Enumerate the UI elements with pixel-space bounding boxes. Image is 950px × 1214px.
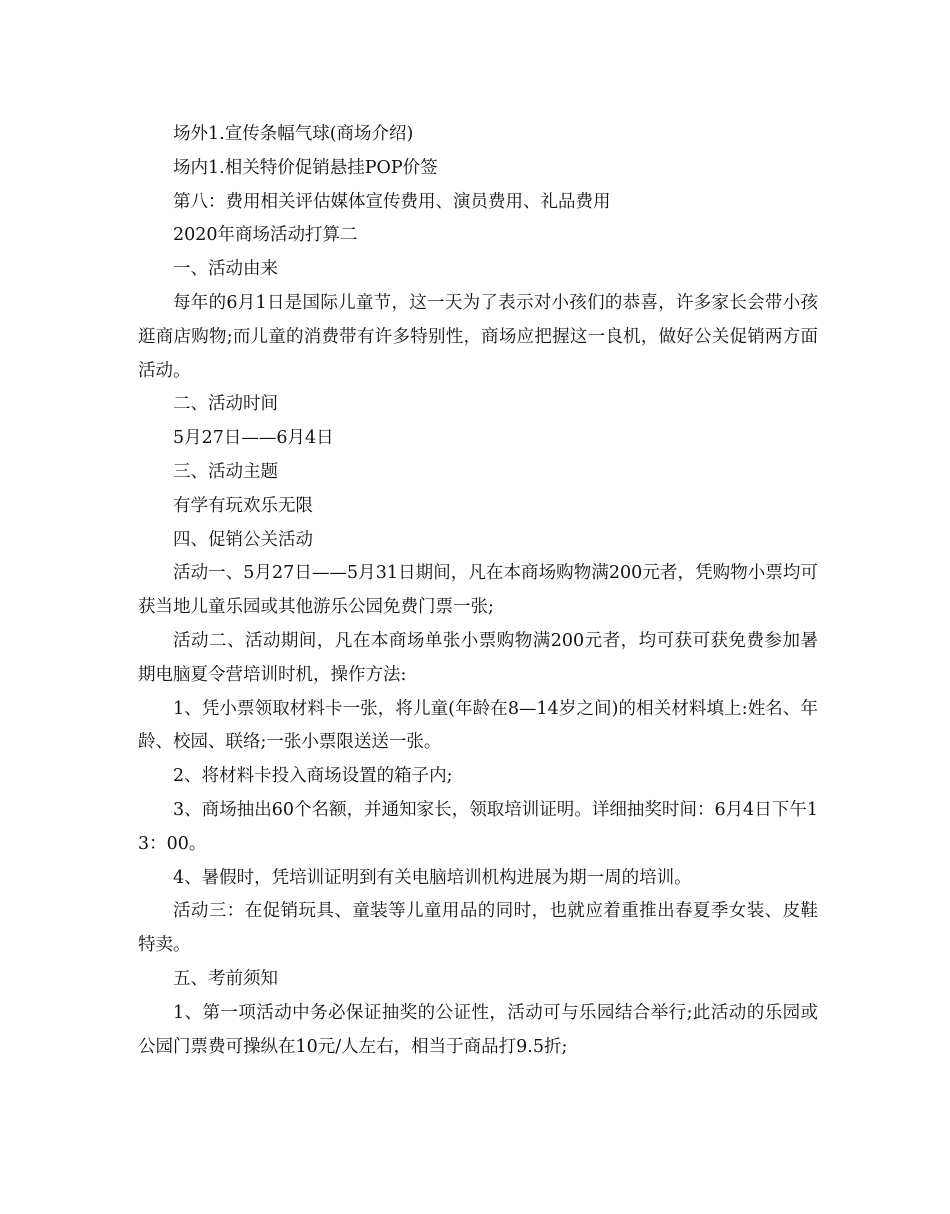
paragraph-indoor: 场内1.相关特价促销悬挂POP价签 (173, 157, 438, 178)
paragraph-step-two: 2、将材料卡投入商场设置的箱子内; (173, 766, 453, 787)
paragraph-theme: 有学有玩欢乐无限 (173, 495, 313, 516)
paragraph-note-one: 1、第一项活动中务必保证抽奖的公证性，活动可与乐园结合举行;此活动的乐园或公园门票费可操纵在10元/人左右，相当于商品打9.5折; (138, 1002, 818, 1057)
paragraph-origin: 每年的6月1日是国际儿童节，这一天为了表示对小孩们的恭喜，许多家长会带小孩逛商店购物;而儿童的消费带有许多特别性，商场应把握这一良机，做好公关促销两方面活动。 (138, 292, 818, 381)
paragraph-step-three: 3、商场抽出60个名额，并通知家长，领取培训证明。详细抽奖时间：6月4日下午13：00。 (138, 799, 818, 854)
paragraph-step-one: 1、凭小票领取材料卡一张，将儿童(年龄在8—14岁之间)的相关材料填上:姓名、年龄、校园、联络;一张小票限送送一张。 (138, 698, 818, 753)
section-title-plan-two: 2020年商场活动打算二 (173, 225, 358, 246)
paragraph-step-four: 4、暑假时，凭培训证明到有关电脑培训机构进展为期一周的培训。 (173, 867, 692, 888)
heading-activity-time: 二、活动时间 (173, 394, 278, 415)
heading-activity-theme: 三、活动主题 (173, 461, 278, 482)
paragraph-costs: 第八：费用相关评估媒体宣传费用、演员费用、礼品费用 (173, 191, 611, 212)
paragraph-activity-two: 活动二、活动期间，凡在本商场单张小票购物满200元者，均可获可获免费参加暑期电脑夏令营培训时机，操作方法: (138, 630, 818, 685)
heading-notes: 五、考前须知 (173, 968, 278, 989)
paragraph-outdoor: 场外1.宣传条幅气球(商场介绍) (173, 124, 414, 144)
paragraph-time: 5月27日——6月4日 (173, 428, 334, 449)
heading-activity-origin: 一、活动由来 (173, 259, 278, 280)
paragraph-activity-one: 活动一、5月27日——5月31日期间，凡在本商场购物满200元者，凭购物小票均可获当地儿童乐园或其他游乐公园免费门票一张; (138, 563, 818, 618)
document-body (138, 118, 818, 1064)
paragraph-activity-three: 活动三：在促销玩具、童装等儿童用品的同时，也就应着重推出春夏季女装、皮鞋特卖。 (138, 901, 818, 956)
heading-promotion: 四、促销公关活动 (173, 529, 313, 550)
